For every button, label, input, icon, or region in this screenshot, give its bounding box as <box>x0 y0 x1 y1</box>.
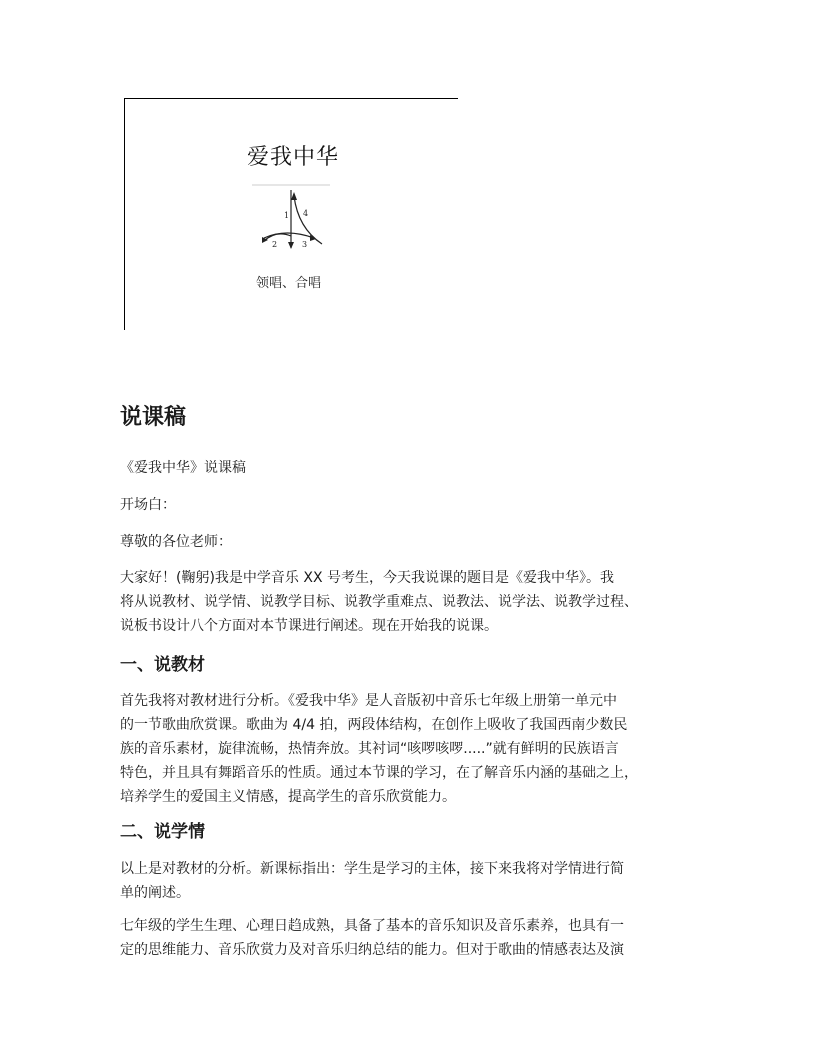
document-title: 说课稿 <box>120 405 187 430</box>
students-line: 七年级的学生生理、心理日趋成熟，具备了基本的音乐知识及音乐素养，也具有一 <box>120 918 624 934</box>
opening-paragraph <box>120 493 710 517</box>
greeting-paragraph <box>120 530 710 554</box>
beat-4-arrowhead <box>291 192 297 200</box>
intro-line: 将从说教材、说学情、说教学目标、说教学重难点、说教法、说学法、说教学过程、 <box>120 594 638 610</box>
subtitle-line: 《爱我中华》说课稿 <box>120 460 246 476</box>
textbook-line: 培养学生的爱国主义情感，提高学生的音乐欣赏能力。 <box>120 789 456 805</box>
arrow-label-4: 4 <box>303 209 309 218</box>
section-heading-textbook: 一、说教材 <box>120 655 205 675</box>
textbook-line: 特色，并且具有舞蹈音乐的性质。通过本节课的学习，在了解音乐内涵的基础之上， <box>120 765 638 781</box>
students-paragraph-2 <box>120 914 710 962</box>
textbook-line: 首先我将对教材进行分析。《爱我中华》是人音版初中音乐七年级上册第一单元中 <box>120 693 617 709</box>
students-line: 单的阐述。 <box>120 885 190 901</box>
arrow-label-3: 3 <box>302 240 308 249</box>
conducting-pattern-diagram <box>252 184 332 250</box>
textbook-paragraph <box>120 689 710 809</box>
students-line: 以上是对教材的分析。新课标指出：学生是学习的主体，接下来我将对学情进行简 <box>120 861 624 877</box>
arrow-label-2: 2 <box>272 240 278 249</box>
beat-1-arrowhead <box>288 242 294 249</box>
arrow-label-1: 1 <box>284 211 290 220</box>
textbook-line: 族的音乐素材，旋律流畅，热情奔放。其衬词“咳啰咳啰.....”就有鲜明的民族语言 <box>120 741 619 757</box>
students-paragraph-1 <box>120 857 710 905</box>
opening-label: 开场白： <box>120 497 176 513</box>
students-line: 定的思维能力、音乐欣赏力及对音乐归纳总结的能力。但对于歌曲的情感表达及演 <box>120 942 624 958</box>
figure-caption: 领唱、合唱 <box>256 276 322 291</box>
beat-2-stroke <box>264 234 291 241</box>
intro-line: 说板书设计八个方面对本节课进行阐述。现在开始我的说课。 <box>120 618 498 634</box>
textbook-line: 的一节歌曲欣赏课。歌曲为 4/4 拍，两段体结构，在创作上吸收了我国西南少数民 <box>120 717 628 733</box>
intro-paragraph <box>120 566 710 638</box>
intro-line: 大家好！(鞠躬)我是中学音乐 XX 号考生，今天我说课的题目是《爱我中华》。我 <box>120 570 615 586</box>
subtitle-paragraph <box>120 456 710 480</box>
section-heading-students: 二、说学情 <box>120 822 205 842</box>
greeting-line: 尊敬的各位老师： <box>120 534 232 550</box>
figure-title: 爱我中华 <box>247 145 340 170</box>
beat-4-stroke <box>294 196 322 244</box>
